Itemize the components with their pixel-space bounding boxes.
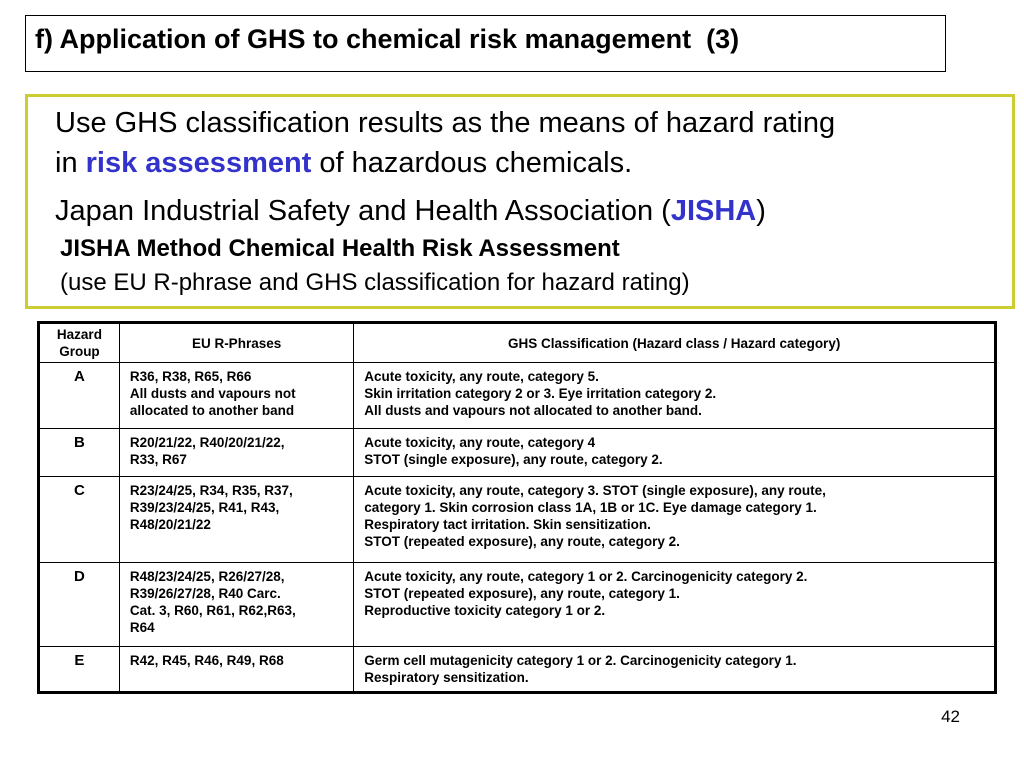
table-row bbox=[39, 477, 996, 563]
intro-line-2-suffix: of hazardous chemicals. bbox=[311, 147, 633, 179]
jisha-method-note: (use EU R-phrase and GHS classification for hazard rating) bbox=[60, 269, 690, 296]
intro-line-2-prefix: in bbox=[55, 147, 86, 179]
ghs-classification-cell: Germ cell mutagenicity category 1 or 2. Carcinogenicity category 1. Respiratory sensitization. bbox=[354, 647, 996, 693]
r-phrases-cell: R23/24/25, R34, R35, R37, R39/23/24/25, R41, R43, R48/20/21/22 bbox=[119, 477, 353, 563]
hazard-group-cell: E bbox=[39, 647, 120, 693]
jisha-method-heading: JISHA Method Chemical Health Risk Assessment bbox=[60, 235, 620, 262]
table-header-row bbox=[39, 323, 996, 363]
header-hazard-group: Hazard Group bbox=[39, 323, 120, 363]
ghs-classification-cell: Acute toxicity, any route, category 1 or 2. Carcinogenicity category 2. STOT (repeated exposure), any route, category 1. Reproductive toxicity category 1 or 2. bbox=[354, 563, 996, 647]
page-number: 42 bbox=[941, 707, 960, 726]
intro-line-3-suffix: ) bbox=[756, 195, 766, 227]
header-eu-r-phrases: EU R-Phrases bbox=[119, 323, 353, 363]
hazard-group-cell: B bbox=[39, 429, 120, 477]
hazard-group-cell: D bbox=[39, 563, 120, 647]
ghs-classification-cell: Acute toxicity, any route, category 4 STOT (single exposure), any route, category 2. bbox=[354, 429, 996, 477]
slide-title: f) Application of GHS to chemical risk management (3) bbox=[25, 15, 946, 72]
r-phrases-cell: R48/23/24/25, R26/27/28, R39/26/27/28, R40 Carc. Cat. 3, R60, R61, R62,R63, R64 bbox=[119, 563, 353, 647]
hazard-group-table bbox=[37, 321, 997, 694]
r-phrases-cell: R36, R38, R65, R66 All dusts and vapours not allocated to another band bbox=[119, 363, 353, 429]
hazard-group-cell: A bbox=[39, 363, 120, 429]
ghs-classification-cell: Acute toxicity, any route, category 5. Skin irritation category 2 or 3. Eye irritation category 2. All dusts and vapours not allocated to another band. bbox=[354, 363, 996, 429]
intro-line-2 bbox=[55, 147, 632, 180]
ghs-classification-cell: Acute toxicity, any route, category 3. STOT (single exposure), any route, category 1. Skin corrosion class 1A, 1B or 1C. Eye damage category 1. Respiratory tact irritation. Skin sensitization. STOT (repeated exposure), any route, category 2. bbox=[354, 477, 996, 563]
intro-box bbox=[25, 94, 1015, 309]
r-phrases-cell: R20/21/22, R40/20/21/22, R33, R67 bbox=[119, 429, 353, 477]
table-row bbox=[39, 647, 996, 693]
intro-line-3 bbox=[55, 195, 766, 228]
r-phrases-cell: R42, R45, R46, R49, R68 bbox=[119, 647, 353, 693]
jisha-highlight: JISHA bbox=[670, 195, 757, 227]
intro-line-1: Use GHS classification results as the means of hazard rating bbox=[55, 107, 836, 139]
header-ghs-classification: GHS Classification (Hazard class / Hazard category) bbox=[354, 323, 996, 363]
hazard-group-cell: C bbox=[39, 477, 120, 563]
table-row bbox=[39, 429, 996, 477]
table-row bbox=[39, 563, 996, 647]
intro-line-3-prefix: Japan Industrial Safety and Health Association ( bbox=[55, 195, 671, 227]
table-row bbox=[39, 363, 996, 429]
risk-assessment-highlight: risk assessment bbox=[85, 147, 312, 179]
